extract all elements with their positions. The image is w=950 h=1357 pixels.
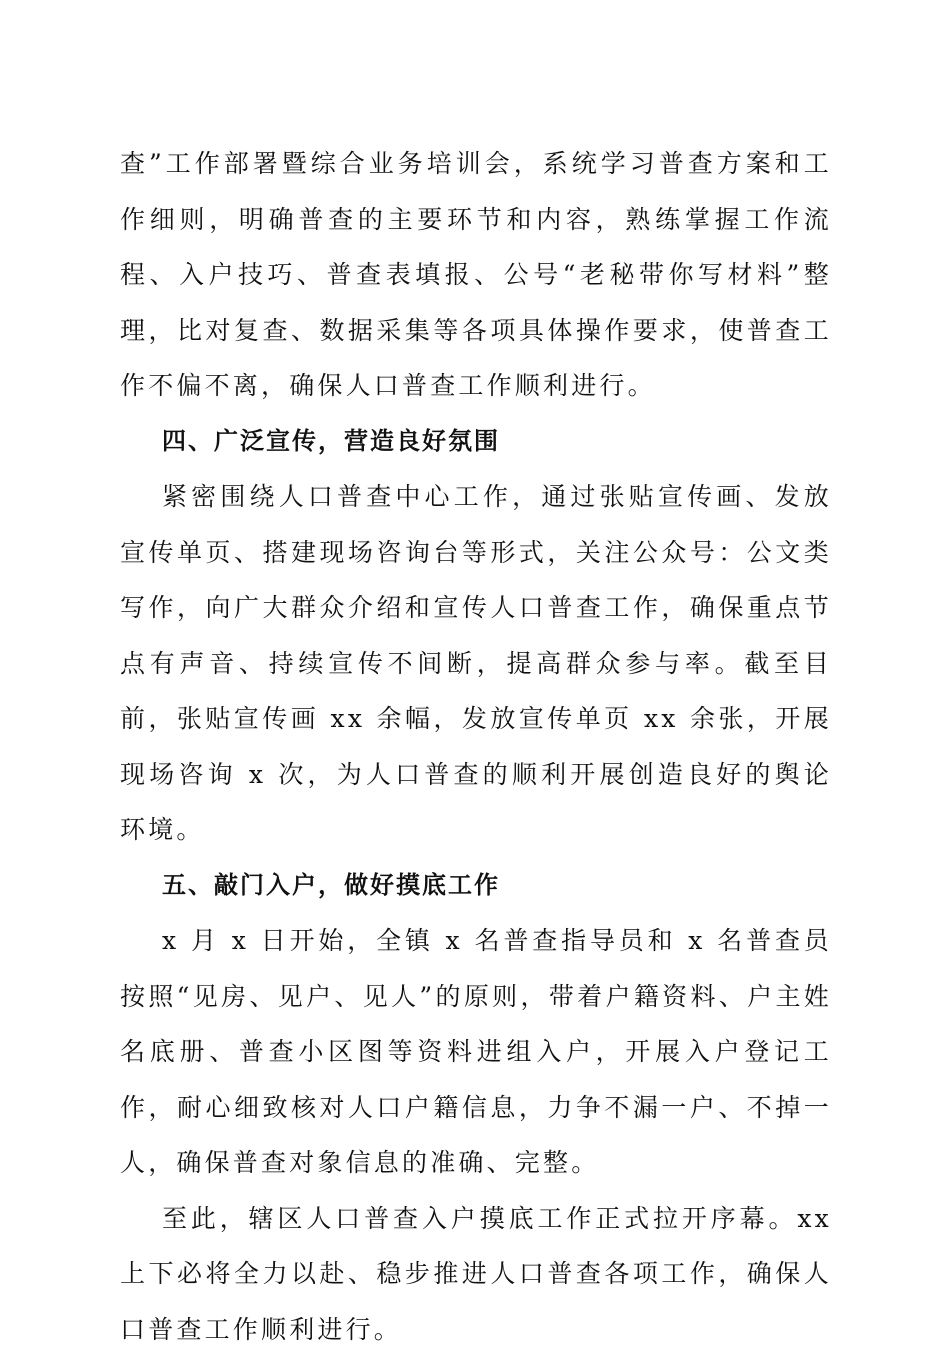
body-paragraph-conclusion: 至此，辖区人口普查入户摸底工作正式拉开序幕。xx 上下必将全力以赴、稳步推进人口普查各项工作，确保人口普查工作顺利进行。 — [120, 1191, 832, 1357]
body-paragraph-door-to-door: x 月 x 日开始，全镇 x 名普查指导员和 x 名普查员按照“见房、见户、见人”的原则，带着户籍资料、户主姓名底册、普查小区图等资料进组入户，开展入户登记工作，耐心细致核对人口户籍信息，力争不漏一户、不掉一人，确保普查对象信息的准确、完整。 — [120, 913, 832, 1191]
section-heading-door-to-door: 五、敲门入户，做好摸底工作 — [120, 858, 832, 914]
body-paragraph-training: 查”工作部署暨综合业务培训会，系统学习普查方案和工作细则，明确普查的主要环节和内容，熟练掌握工作流程、入户技巧、普查表填报、公号“老秘带你写材料”整理，比对复查、数据采集等各项具体操作要求，使普查工作不偏不离，确保人口普查工作顺利进行。 — [120, 136, 832, 414]
section-heading-publicity: 四、广泛宣传，营造良好氛围 — [120, 414, 832, 470]
body-paragraph-publicity: 紧密围绕人口普查中心工作，通过张贴宣传画、发放宣传单页、搭建现场咨询台等形式，关注公众号：公文类写作，向广大群众介绍和宣传人口普查工作，确保重点节点有声音、持续宣传不间断，提高群众参与率。截至目前，张贴宣传画 xx 余幅，发放宣传单页 xx 余张，开展现场咨询 x 次，为人口普查的顺利开展创造良好的舆论环境。 — [120, 469, 832, 858]
document-body — [120, 136, 832, 1357]
